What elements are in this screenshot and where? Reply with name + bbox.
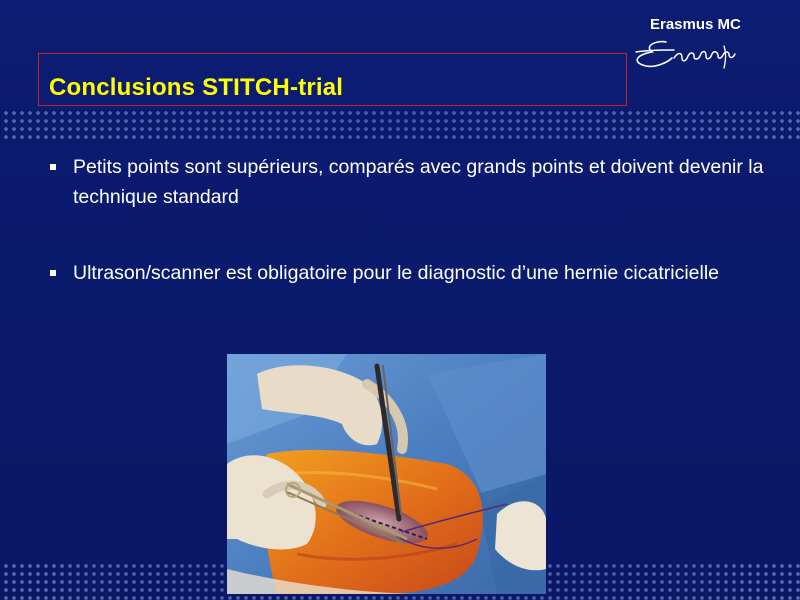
bullet-text: Petits points sont supérieurs, comparés avec grands points et doivent devenir la technique standard (73, 156, 764, 208)
erasmus-signature-icon (628, 32, 778, 82)
square-bullet-icon (50, 270, 56, 276)
bullet-item (50, 152, 780, 212)
slide-title: Conclusions STITCH-trial (49, 74, 344, 101)
bullet-item (50, 258, 780, 288)
erasmus-mc-logo (628, 12, 778, 82)
title-box (38, 53, 627, 106)
square-bullet-icon (50, 164, 56, 170)
logo-text: Erasmus MC (650, 16, 741, 33)
surgery-illustration (227, 354, 546, 594)
bullet-list (50, 152, 780, 288)
surgery-photo (227, 354, 546, 594)
bullet-text: Ultrason/scanner est obligatoire pour le diagnostic d’une hernie cicatricielle (73, 262, 720, 284)
dotted-band-top (0, 107, 800, 139)
